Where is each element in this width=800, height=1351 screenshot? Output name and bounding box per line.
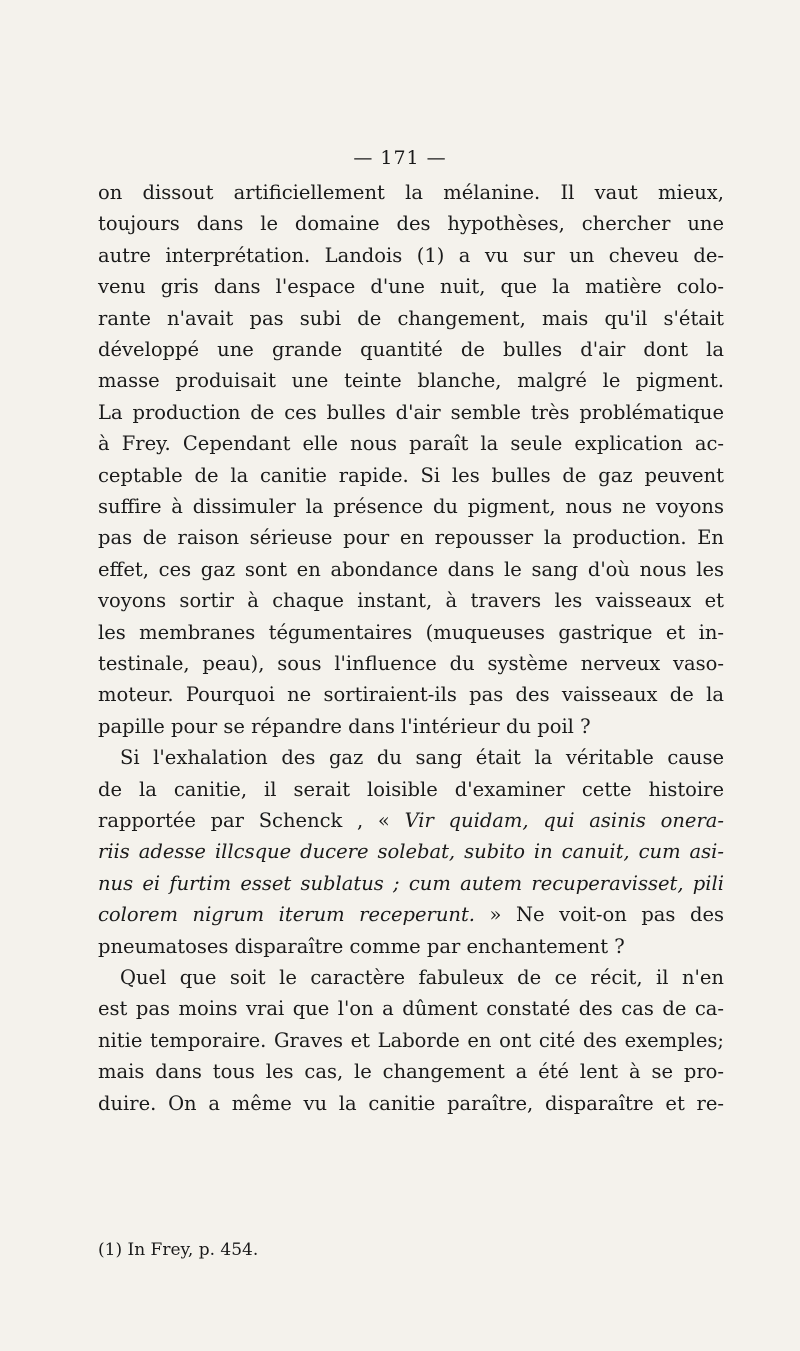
text-line: La production de ces bulles d'air semble très problématique (98, 400, 724, 424)
text-line: effet, ces gaz sont en abondance dans le sang d'où nous les (98, 557, 724, 581)
latin-quote-italic: riis adesse illcsque ducere solebat, subito in canuit, cum asi- (98, 840, 724, 864)
text-line: pneumatoses disparaître comme par enchantement ? (98, 934, 625, 958)
text-line: ceptable de la canitie rapide. Si les bulles de gaz peuvent (98, 463, 724, 487)
text-line: papille pour se répandre dans l'intérieur du poil ? (98, 714, 591, 738)
text-line (98, 837, 724, 867)
text-line: duire. On a même vu la canitie paraître, disparaître et re- (98, 1091, 724, 1115)
text-line (98, 900, 724, 930)
footnote: (1) In Frey, p. 454. (98, 1240, 259, 1260)
text-line: on dissout artificiellement la mélanine. Il vaut mieux, (98, 181, 724, 204)
line-roman-part: » Ne voit-on pas des (475, 903, 724, 927)
text-line: les membranes tégumentaires (muqueuses gastrique et in- (98, 620, 724, 644)
text-line: suffire à dissimuler la présence du pigment, nous ne voyons (98, 495, 724, 518)
text-line: développé une grande quantité de bulles d'air dont la (98, 338, 724, 361)
text-line: pas de raison sérieuse pour en repousser la production. En (98, 526, 724, 550)
text-line: autre interprétation. Landois (1) a vu sur un cheveu de- (98, 243, 724, 267)
text-line: toujours dans le domaine des hypothèses, chercher une (98, 212, 724, 236)
text-line: est pas moins vrai que l'on a dûment constaté des cas de ca- (98, 997, 724, 1021)
text-line: Si l'exhalation des gaz du sang était la véritable cause (120, 746, 724, 770)
text-line: rante n'avait pas subi de changement, mais qu'il s'était (98, 306, 724, 330)
latin-quote-italic: colorem nigrum iterum receperunt. (98, 903, 475, 927)
text-line: voyons sortir à chaque instant, à travers les vaisseaux et (98, 589, 724, 613)
text-line (98, 869, 724, 899)
text-line: venu gris dans l'espace d'une nuit, que la matière colo- (98, 275, 724, 299)
text-line: mais dans tous les cas, le changement a été lent à se pro- (98, 1060, 724, 1084)
text-line: à Frey. Cependant elle nous paraît la seule explication ac- (98, 432, 724, 456)
text-line (98, 806, 724, 836)
text-line: nitie temporaire. Graves et Laborde en ont cité des exemples; (98, 1028, 724, 1052)
text-line: Quel que soit le caractère fabuleux de ce récit, il n'en (120, 966, 724, 989)
text-line: masse produisait une teinte blanche, malgré le pigment. (98, 369, 724, 393)
latin-quote-italic: Vir quidam, qui asinis onera- (404, 809, 724, 832)
page-number: — 171 — (353, 147, 447, 169)
latin-quote-italic: nus ei furtim esset sublatus ; cum autem recuperavisset, pili (98, 871, 724, 895)
text-line: de la canitie, il serait loisible d'examiner cette histoire (98, 777, 724, 801)
line-roman-part: rapportée par Schenck , « (98, 809, 405, 832)
text-line: moteur. Pourquoi ne sortiraient-ils pas des vaisseaux de la (98, 683, 724, 707)
text-line: testinale, peau), sous l'influence du système nerveux vaso- (98, 652, 724, 675)
